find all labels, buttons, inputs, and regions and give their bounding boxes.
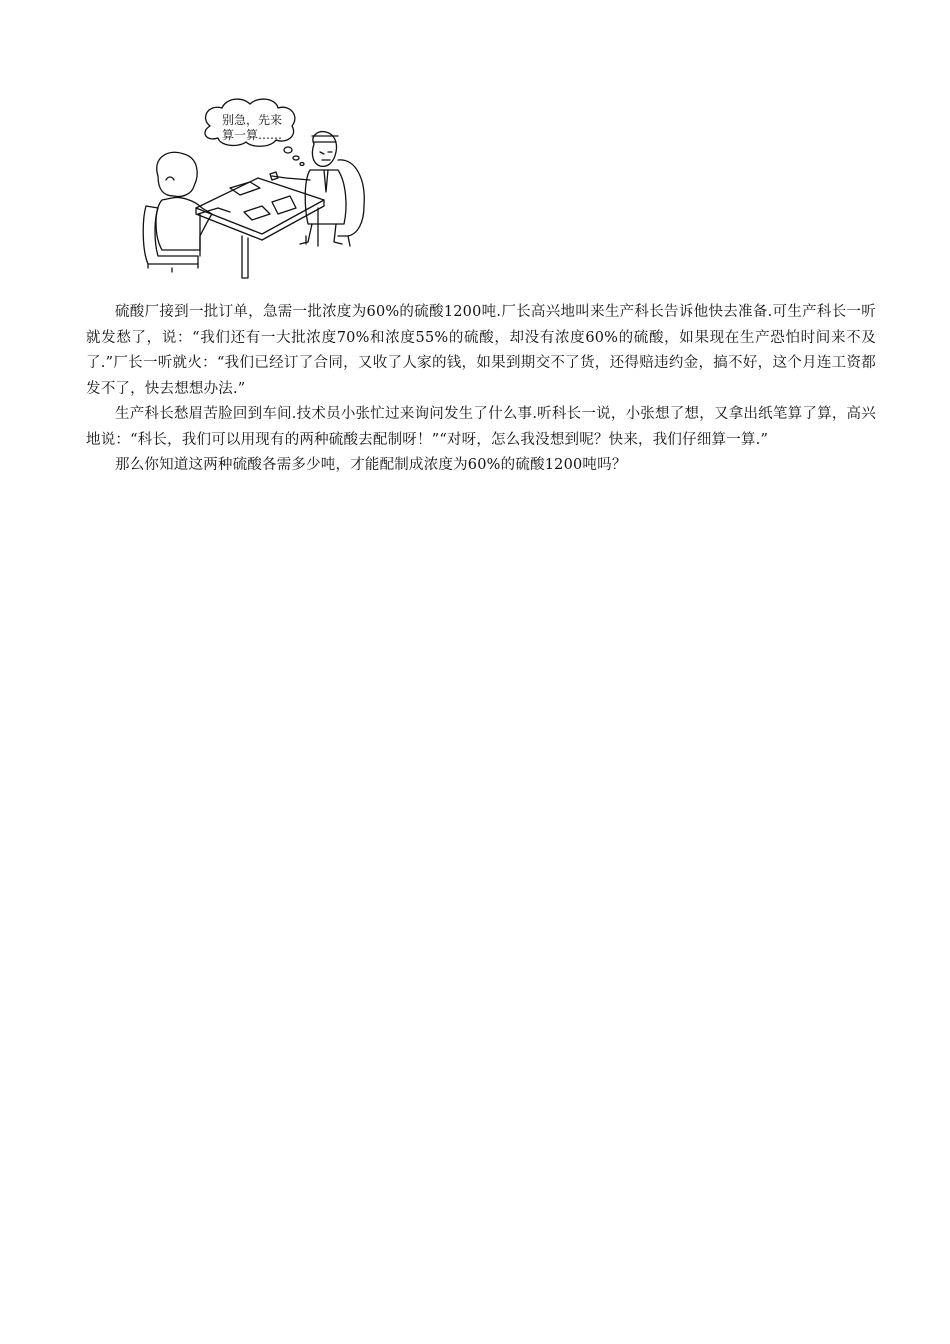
manager-head xyxy=(312,132,336,167)
left-chair xyxy=(143,206,198,264)
thought-dot-1 xyxy=(284,147,292,153)
speech-line-1: 别急，先来 xyxy=(222,113,283,127)
paragraph-3: 那么你知道这两种硫酸各需多少吨，才能配制成浓度为60%的硫酸1200吨吗？ xyxy=(115,457,627,473)
thought-dot-3 xyxy=(300,163,304,166)
story-text xyxy=(86,300,876,479)
paragraph-2: 生产科长愁眉苦脸回到车间.技术员小张忙过来询问发生了什么事.听科长一说，小张想了想，又拿出纸笔算了算，高兴地说：“科长，我们可以用现有的两种硫酸去配制呀！”“对呀，怎么我没想到呢？快来，我们仔细算一算.” xyxy=(86,406,876,448)
woman-hair xyxy=(157,152,197,196)
manager-body xyxy=(305,170,346,224)
paper xyxy=(230,182,260,195)
speech-line-2: 算一算…… xyxy=(222,128,283,142)
paragraph-1: 硫酸厂接到一批订单，急需一批浓度为60%的硫酸1200吨.厂长高兴地叫来生产科长告诉他快去准备.可生产科长一听就发愁了，说：“我们还有一大批浓度70%和浓度55%的硫酸，却没有浓度60%的硫酸，如果现在生产恐怕时间来不及了.”厂长一听就火：“我们已经订了合同，又收了人家的钱，如果到期交不了货，还得赔违约金，搞不好，这个月连工资都发不了，快去想想办法.” xyxy=(86,304,877,397)
thought-dot-2 xyxy=(293,156,299,160)
paper xyxy=(272,196,296,214)
meeting-illustration xyxy=(138,96,368,284)
woman-body xyxy=(156,197,212,250)
paper xyxy=(244,206,270,220)
